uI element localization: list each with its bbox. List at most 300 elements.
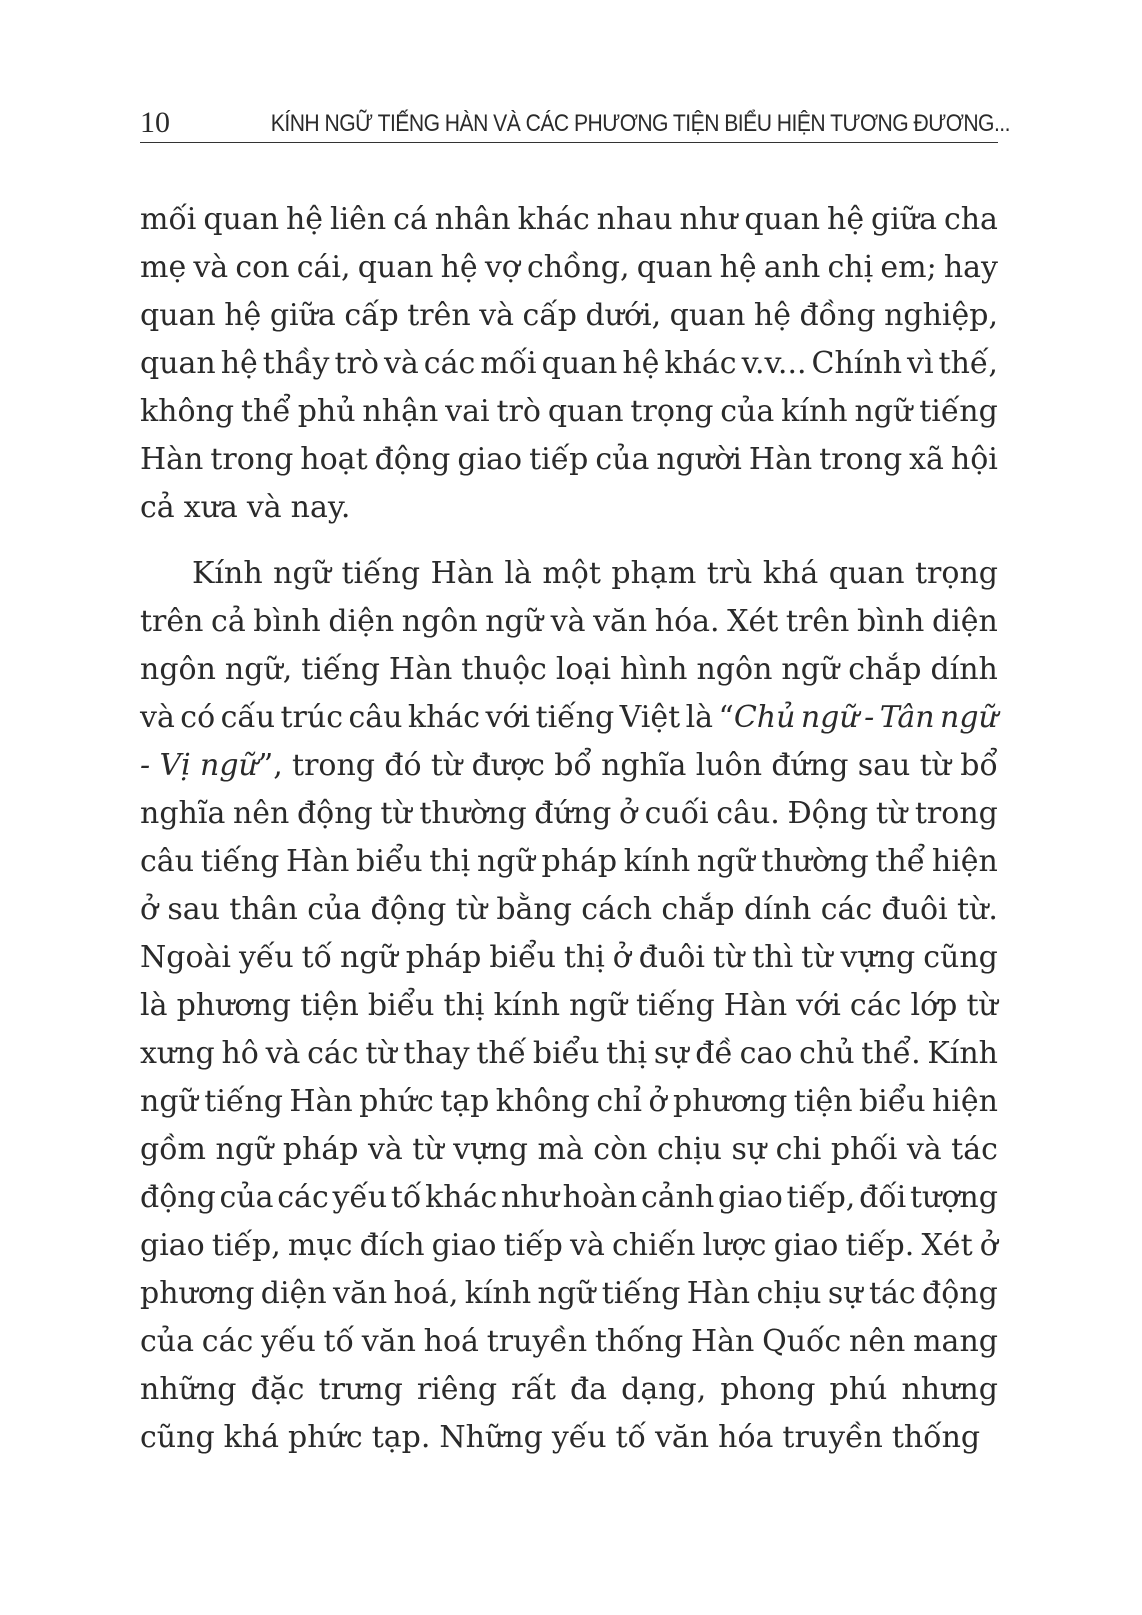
word: thể.	[861, 1036, 921, 1071]
word: từ	[801, 940, 833, 975]
text-line	[140, 484, 998, 532]
word: còn	[593, 1132, 648, 1167]
word: tiếp.	[845, 1228, 915, 1263]
text-line	[140, 244, 998, 292]
word: hệ	[719, 250, 757, 285]
word: từ	[412, 1132, 444, 1167]
word: quan	[547, 394, 624, 429]
word: truyền	[486, 1324, 588, 1359]
word: khá	[762, 556, 819, 591]
word: và	[265, 1036, 301, 1071]
word: yếu	[261, 1324, 316, 1359]
text-line	[140, 742, 998, 790]
word: tiếng	[204, 1084, 283, 1119]
word: cái,	[296, 250, 351, 285]
word: yếu	[551, 1420, 607, 1455]
word: của	[720, 394, 775, 429]
word: Ngoài	[140, 940, 231, 975]
word: tiếng	[601, 1276, 681, 1311]
word: hoạt	[300, 442, 368, 477]
word: pháp	[405, 940, 482, 975]
word: các	[849, 988, 902, 1023]
word: động	[922, 1276, 998, 1311]
word: tiếp,	[211, 1228, 281, 1263]
running-header	[140, 98, 1010, 139]
word: tiếp	[529, 442, 589, 477]
word: phương	[140, 1276, 255, 1311]
word: thế	[476, 1036, 527, 1071]
word: sự	[653, 1036, 689, 1071]
word: cảnh	[640, 1180, 715, 1215]
word: trù	[706, 556, 753, 591]
word: ngữ	[273, 556, 331, 591]
word: không	[495, 1084, 590, 1119]
word: Hàn	[723, 988, 788, 1023]
word: tiếng	[535, 700, 615, 735]
word: anh	[763, 250, 821, 285]
word: mà	[537, 1132, 584, 1167]
word: quan	[203, 202, 280, 237]
word: quan	[744, 202, 821, 237]
word: cha	[943, 202, 998, 237]
word: như	[500, 1180, 559, 1215]
word: em;	[880, 250, 937, 285]
word: và	[193, 250, 229, 285]
word: ngôn	[401, 604, 478, 639]
word: cũng	[923, 940, 998, 975]
word: và	[246, 490, 282, 525]
word: -	[140, 748, 151, 783]
word: hệ	[285, 202, 324, 237]
word: pháp	[282, 1132, 359, 1167]
word: đứng	[771, 748, 849, 783]
word: hiện	[931, 1084, 998, 1119]
word: ngữ	[537, 1276, 596, 1311]
word: vựng	[453, 1132, 528, 1167]
word: bổ	[554, 748, 592, 783]
word: đề	[695, 1036, 733, 1071]
word: giao	[457, 442, 523, 477]
word: nhân	[434, 202, 511, 237]
word: hay	[943, 250, 998, 285]
word: trong	[914, 796, 998, 831]
text-line	[140, 1414, 998, 1462]
word: động	[374, 442, 451, 477]
word: thường	[419, 796, 527, 831]
word: đó	[384, 748, 422, 783]
word: từ.	[957, 892, 998, 927]
word: văn	[333, 1276, 388, 1311]
word: hình	[619, 652, 688, 687]
word: văn	[361, 1324, 416, 1359]
word: Hàn	[686, 1276, 751, 1311]
word: Những	[439, 1420, 543, 1455]
word: được	[471, 748, 545, 783]
text-line	[140, 790, 998, 838]
word: quan	[357, 250, 434, 285]
word: phương	[176, 988, 291, 1023]
word: luôn	[695, 748, 763, 783]
word: ở	[140, 892, 159, 927]
word: hóa.	[654, 604, 720, 639]
word: các	[201, 1324, 254, 1359]
word: hoá,	[393, 1276, 459, 1311]
word: rất	[511, 1372, 556, 1407]
word: câu.	[716, 796, 780, 831]
word: và	[383, 346, 419, 381]
word: ngôn	[140, 652, 216, 687]
word: tác	[951, 1132, 998, 1167]
word: mối	[480, 346, 537, 381]
word: ngữ	[854, 394, 913, 429]
word: trên	[785, 604, 850, 639]
word: sau	[167, 892, 220, 927]
word: hệ	[622, 346, 660, 381]
word: ngữ,	[224, 652, 293, 687]
text-line	[140, 1078, 998, 1126]
word: từ	[430, 748, 463, 783]
word: đuôi	[881, 892, 948, 927]
word: động	[370, 892, 447, 927]
word: -	[864, 700, 875, 735]
word: trên	[140, 604, 204, 639]
word: là	[685, 700, 714, 735]
word: Hàn	[388, 652, 453, 687]
word: thay	[403, 1036, 470, 1071]
word: diện	[328, 604, 395, 639]
word: tiếng	[341, 556, 421, 591]
word: quan	[828, 556, 905, 591]
word: tiện	[300, 988, 359, 1023]
word: mục	[287, 1228, 353, 1263]
word: kính	[464, 1276, 532, 1311]
text-line	[140, 388, 998, 436]
word: Hàn	[140, 442, 204, 477]
word: đặc	[250, 1372, 305, 1407]
word: hóa	[718, 1420, 774, 1455]
word: có	[180, 700, 216, 735]
word: chắp	[661, 892, 735, 927]
word: ở	[612, 940, 631, 975]
text-line	[140, 1270, 998, 1318]
word: văn	[654, 1420, 710, 1455]
word: khác	[425, 1180, 498, 1215]
word: Kính	[192, 556, 263, 591]
word: của	[595, 442, 650, 477]
word: quan	[541, 346, 618, 381]
word: Hàn	[690, 1324, 755, 1359]
word: kính	[623, 844, 691, 879]
word: nghĩa	[140, 796, 226, 831]
word: hội	[950, 442, 998, 477]
word: đồng	[799, 298, 876, 333]
word: cuối	[644, 796, 709, 831]
word: bằng	[496, 892, 572, 927]
text-line	[140, 646, 998, 694]
word: đứng	[534, 796, 612, 831]
word: tiếp	[503, 1228, 563, 1263]
word: con	[235, 250, 290, 285]
word: ngữ	[569, 988, 627, 1023]
word: tạp	[440, 1084, 490, 1119]
text-line	[140, 550, 998, 598]
word: thế,	[938, 346, 998, 381]
word: động	[296, 796, 373, 831]
word: và	[906, 1132, 942, 1167]
word: nghiệp,	[884, 298, 998, 333]
word: dạng,	[621, 1372, 707, 1407]
text-line	[140, 340, 998, 388]
word: nhận	[362, 394, 439, 429]
word: chị	[827, 250, 874, 285]
word: cấp	[344, 298, 399, 333]
word: truyền	[782, 1420, 883, 1455]
word: lớp	[910, 988, 958, 1023]
word: tiếng	[200, 844, 280, 879]
word: thầy	[262, 346, 330, 381]
word: biểu	[858, 1084, 926, 1119]
word: giao	[718, 1180, 783, 1215]
word: và	[367, 1132, 403, 1167]
word: thống	[891, 1420, 981, 1455]
word: từ	[712, 940, 745, 975]
word: Hàn	[430, 556, 494, 591]
word: hệ	[440, 250, 478, 285]
word: yếu	[238, 940, 294, 975]
word: của	[140, 1324, 195, 1359]
word: bổ	[960, 748, 998, 783]
word: khác	[407, 700, 481, 735]
word: cả	[140, 490, 175, 525]
word: loại	[555, 652, 611, 687]
word: trong	[210, 442, 294, 477]
word: đuôi	[638, 940, 705, 975]
word: thị	[429, 844, 471, 879]
word: giao	[431, 1228, 497, 1263]
word: các	[307, 1036, 359, 1071]
word: xã	[909, 442, 944, 477]
word: tố	[615, 1420, 646, 1455]
word: tố	[323, 1324, 354, 1359]
paragraph	[140, 196, 998, 532]
word: giao	[773, 1228, 839, 1263]
word: kính	[781, 394, 848, 429]
word: tượng	[909, 1180, 998, 1215]
word: đối	[859, 1180, 907, 1215]
word: hoá	[423, 1324, 479, 1359]
word: từ	[455, 892, 488, 927]
word: cấp	[522, 298, 577, 333]
word: nên	[232, 796, 290, 831]
word: phương	[672, 1084, 788, 1119]
word: quan	[669, 298, 746, 333]
word: thống	[594, 1324, 684, 1359]
word: Tân	[879, 700, 935, 735]
word: câu	[140, 844, 195, 879]
word: vì	[907, 346, 934, 381]
word: biểu	[532, 1036, 600, 1071]
text-line	[140, 196, 998, 244]
word: Chính	[811, 346, 903, 381]
word: trong	[292, 748, 376, 783]
word: chi	[775, 1132, 822, 1167]
word: tiếp,	[786, 1180, 856, 1215]
word: phú	[829, 1372, 888, 1407]
text-line	[140, 436, 998, 484]
word: tố	[390, 1180, 422, 1215]
word: hoàn	[562, 1180, 638, 1215]
word: phối	[830, 1132, 898, 1167]
word: mang	[913, 1324, 998, 1359]
word: chắp	[848, 652, 922, 687]
word: bình	[253, 604, 321, 639]
word: sau	[857, 748, 911, 783]
word: Động	[787, 796, 869, 831]
word: hệ	[220, 346, 258, 381]
word: giữa	[871, 202, 938, 237]
word: dưới,	[585, 298, 662, 333]
word: phạm	[611, 556, 697, 591]
word: một	[542, 556, 601, 591]
word: là	[504, 556, 532, 591]
word: ở	[979, 1228, 998, 1263]
text-line	[140, 838, 998, 886]
text-line	[140, 598, 998, 646]
word: sự	[731, 1132, 767, 1167]
word: tiện	[793, 1084, 853, 1119]
word: bình	[856, 604, 925, 639]
word: trò	[334, 346, 379, 381]
word: trọng	[914, 556, 998, 591]
word: ngữ	[781, 652, 840, 687]
word: thường	[761, 844, 869, 879]
word: nay.	[290, 490, 351, 525]
word: từ	[365, 1036, 397, 1071]
word: liên	[329, 202, 387, 237]
word: nên	[848, 1324, 906, 1359]
word: hệ	[827, 202, 865, 237]
word: tiếng	[301, 652, 380, 687]
word: Xét	[921, 1228, 973, 1263]
word: thì	[752, 940, 794, 975]
word: dính	[743, 892, 812, 927]
word: thể	[875, 844, 926, 879]
word: thuộc	[461, 652, 547, 687]
word: người	[656, 442, 742, 477]
page-number: 10	[140, 106, 170, 139]
word: dính	[930, 652, 998, 687]
word: ngữ	[696, 844, 755, 879]
word: lược	[702, 1228, 767, 1263]
word: xưa	[183, 490, 238, 525]
word: cách	[581, 892, 653, 927]
word: hiện	[931, 844, 998, 879]
word: v.v...	[741, 346, 807, 381]
word: vựng	[840, 940, 916, 975]
word: diện	[260, 1276, 327, 1311]
word: phức	[359, 1084, 434, 1119]
word: từ	[875, 796, 908, 831]
word: nhưng	[901, 1372, 998, 1407]
word: nhau	[596, 202, 673, 237]
word: pháp	[541, 844, 618, 879]
word: chịu	[756, 1276, 822, 1311]
text-line	[140, 1174, 998, 1222]
header-rule	[140, 142, 998, 143]
word: trọng	[630, 394, 714, 429]
word: trên	[407, 298, 471, 333]
word: và	[140, 700, 175, 735]
text-line	[140, 1030, 998, 1078]
text-line	[140, 1318, 998, 1366]
word: chỉ	[596, 1084, 643, 1119]
word: Hàn	[286, 844, 350, 879]
word: phủ	[297, 394, 356, 429]
word: tạp.	[371, 1420, 431, 1455]
word: trưng	[318, 1372, 403, 1407]
word: ngữ	[215, 1132, 274, 1167]
text-line	[140, 934, 998, 982]
word: của	[307, 892, 362, 927]
word: “Chủ	[718, 700, 796, 735]
text-line	[140, 982, 998, 1030]
word: Xét	[727, 604, 779, 639]
word: thị	[443, 988, 485, 1023]
word: mẹ	[140, 250, 187, 285]
word: các	[277, 1180, 329, 1215]
word: chịu	[656, 1132, 722, 1167]
word: thân	[229, 892, 298, 927]
word: ở	[618, 796, 637, 831]
word: cá	[393, 202, 428, 237]
word: đích	[359, 1228, 425, 1263]
word: thị	[606, 1036, 648, 1071]
word: từ	[380, 796, 412, 831]
word: diện	[931, 604, 998, 639]
word: động	[140, 1180, 216, 1215]
word: sự	[827, 1276, 863, 1311]
word: ngôn	[696, 652, 773, 687]
word: và	[550, 604, 586, 639]
word: khá	[223, 1420, 280, 1455]
word: các	[820, 892, 873, 927]
word: hệ	[224, 298, 262, 333]
word: trò	[496, 394, 541, 429]
word: tiếng	[636, 988, 715, 1023]
word: ngữ	[476, 844, 535, 879]
word: mối	[140, 202, 197, 237]
text-line	[140, 886, 998, 934]
word: từ	[966, 988, 998, 1023]
word: chiến	[612, 1228, 696, 1263]
word: trong	[819, 442, 903, 477]
word: như	[679, 202, 738, 237]
word: tiếng	[919, 394, 998, 429]
word: Vị	[159, 748, 191, 783]
word: với	[485, 700, 531, 735]
word: đa	[569, 1372, 608, 1407]
word: những	[140, 1372, 237, 1407]
word: các	[423, 346, 476, 381]
word: gồm	[140, 1132, 207, 1167]
word: ngữ	[485, 604, 544, 639]
word: ở	[648, 1084, 667, 1119]
word: hệ	[753, 298, 791, 333]
word: cả	[211, 604, 246, 639]
word: ngữ	[940, 700, 998, 735]
word: chồng,	[526, 250, 630, 285]
word: không	[140, 394, 235, 429]
